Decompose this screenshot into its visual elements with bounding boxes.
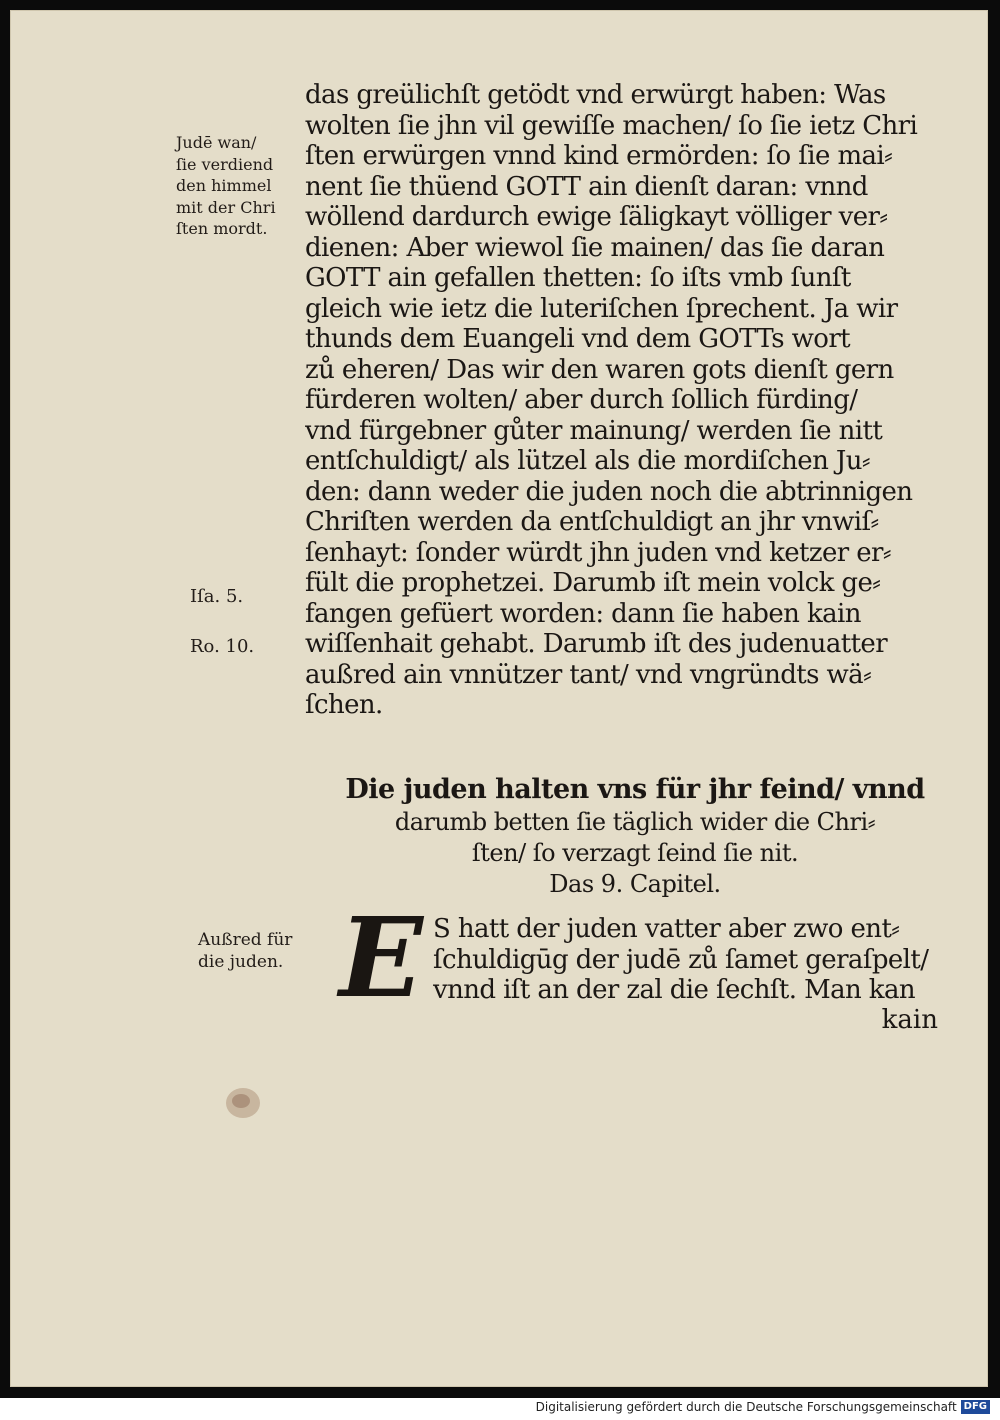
chapter-opening <box>335 893 935 1030</box>
text-line: vnd fürgebner gůter mainung/ werden ſie nitt <box>305 415 883 446</box>
text-line: dienen: Aber wiewol ſie mainen/ das ſie daran <box>305 232 885 263</box>
text-line: vnnd iſt an der zal die ſechſt. Man kan <box>433 975 916 1005</box>
chapter-number: Das 9. Capitel. <box>549 870 721 898</box>
heading-line: Die juden halten vns für jhr feind/ vnnd <box>345 774 925 805</box>
footer <box>536 1400 990 1414</box>
margin-note-romans: Ro. 10. <box>190 636 255 657</box>
margin-note-4 <box>198 930 292 973</box>
margin-line: Judē wan/ <box>176 133 257 152</box>
dfg-logo: DFG <box>961 1400 990 1414</box>
stain <box>232 1094 250 1108</box>
text-line: ſchen. <box>305 690 383 720</box>
margin-line: ſie verdiend <box>176 154 274 174</box>
margin-line: Außred für <box>198 930 293 950</box>
text-line: fült die prophetzei. Darumb iſt mein volck ge⸗ <box>305 568 881 598</box>
text-line: GOTT ain gefallen thetten: ſo iſts vmb ſunſt <box>305 263 851 293</box>
text-line: entſchuldigt/ als lützel als die mordiſchen Ju⸗ <box>305 446 870 476</box>
decorated-initial: E <box>339 893 423 1022</box>
margin-note-1 <box>176 132 276 240</box>
main-text <box>305 80 930 721</box>
text-line: gleich wie ietz die luteriſchen ſprechent. Ja wir <box>305 293 898 324</box>
text-line: ſchuldigūg der judē zů ſamet geraſpelt/ <box>433 944 929 975</box>
text-line: außred ain vnnützer tant/ vnd vngründts wä⸗ <box>305 659 872 690</box>
text-line: Chriſten werden da entſchuldigt an jhr vnwiſ⸗ <box>305 507 879 537</box>
text-line: wolten ſie jhn vil gewiſſe machen/ ſo ſie ietz Chri <box>305 110 918 141</box>
heading-line: darumb betten ſie täglich wider die Chri⸗ <box>394 808 876 836</box>
margin-note-isaiah: Iſa. 5. <box>190 586 244 607</box>
text-line: wiſſenhait gehabt. Darumb iſt des judenuatter <box>305 629 888 659</box>
text-line: das greülichſt getödt vnd erwürgt haben: Was <box>305 80 886 110</box>
text-line: S hatt der juden vatter aber zwo ent⸗ <box>433 914 900 944</box>
text-line: fangen gefüert worden: dann ſie haben kain <box>305 598 861 629</box>
margin-line: die juden. <box>198 951 284 972</box>
text-line: thunds dem Euangeli vnd dem GOTTs wort <box>305 324 851 354</box>
margin-line: mit der Chri <box>176 197 276 217</box>
catchword: kain <box>881 1005 938 1035</box>
text-line: ſenhayt: ſonder würdt jhn juden vnd ketzer er⸗ <box>305 537 891 568</box>
text-line: ſten erwürgen vnnd kind ermörden: ſo ſie mai⸗ <box>305 141 893 171</box>
margin-line: ſten mordt. <box>176 219 268 238</box>
text-line: wöllend dardurch ewige ſäligkayt völliger ver⸗ <box>305 202 888 232</box>
text-line: nent ſie thüend GOTT ain dienſt daran: vnnd <box>305 171 868 202</box>
footer-text: Digitalisierung gefördert durch die Deutsche Forschungsgemeinschaft <box>535 1400 957 1414</box>
heading-line: ſten/ ſo verzagt ſeind ſie nit. <box>471 839 799 867</box>
margin-line: den himmel <box>176 176 272 195</box>
text-line: fürderen wolten/ aber durch ſollich fürding/ <box>305 385 858 415</box>
chapter-heading <box>330 773 940 900</box>
text-line: zů eheren/ Das wir den waren gots dienſt gern <box>305 354 894 385</box>
text-line: den: dann weder die juden noch die abtrinnigen <box>305 476 913 507</box>
